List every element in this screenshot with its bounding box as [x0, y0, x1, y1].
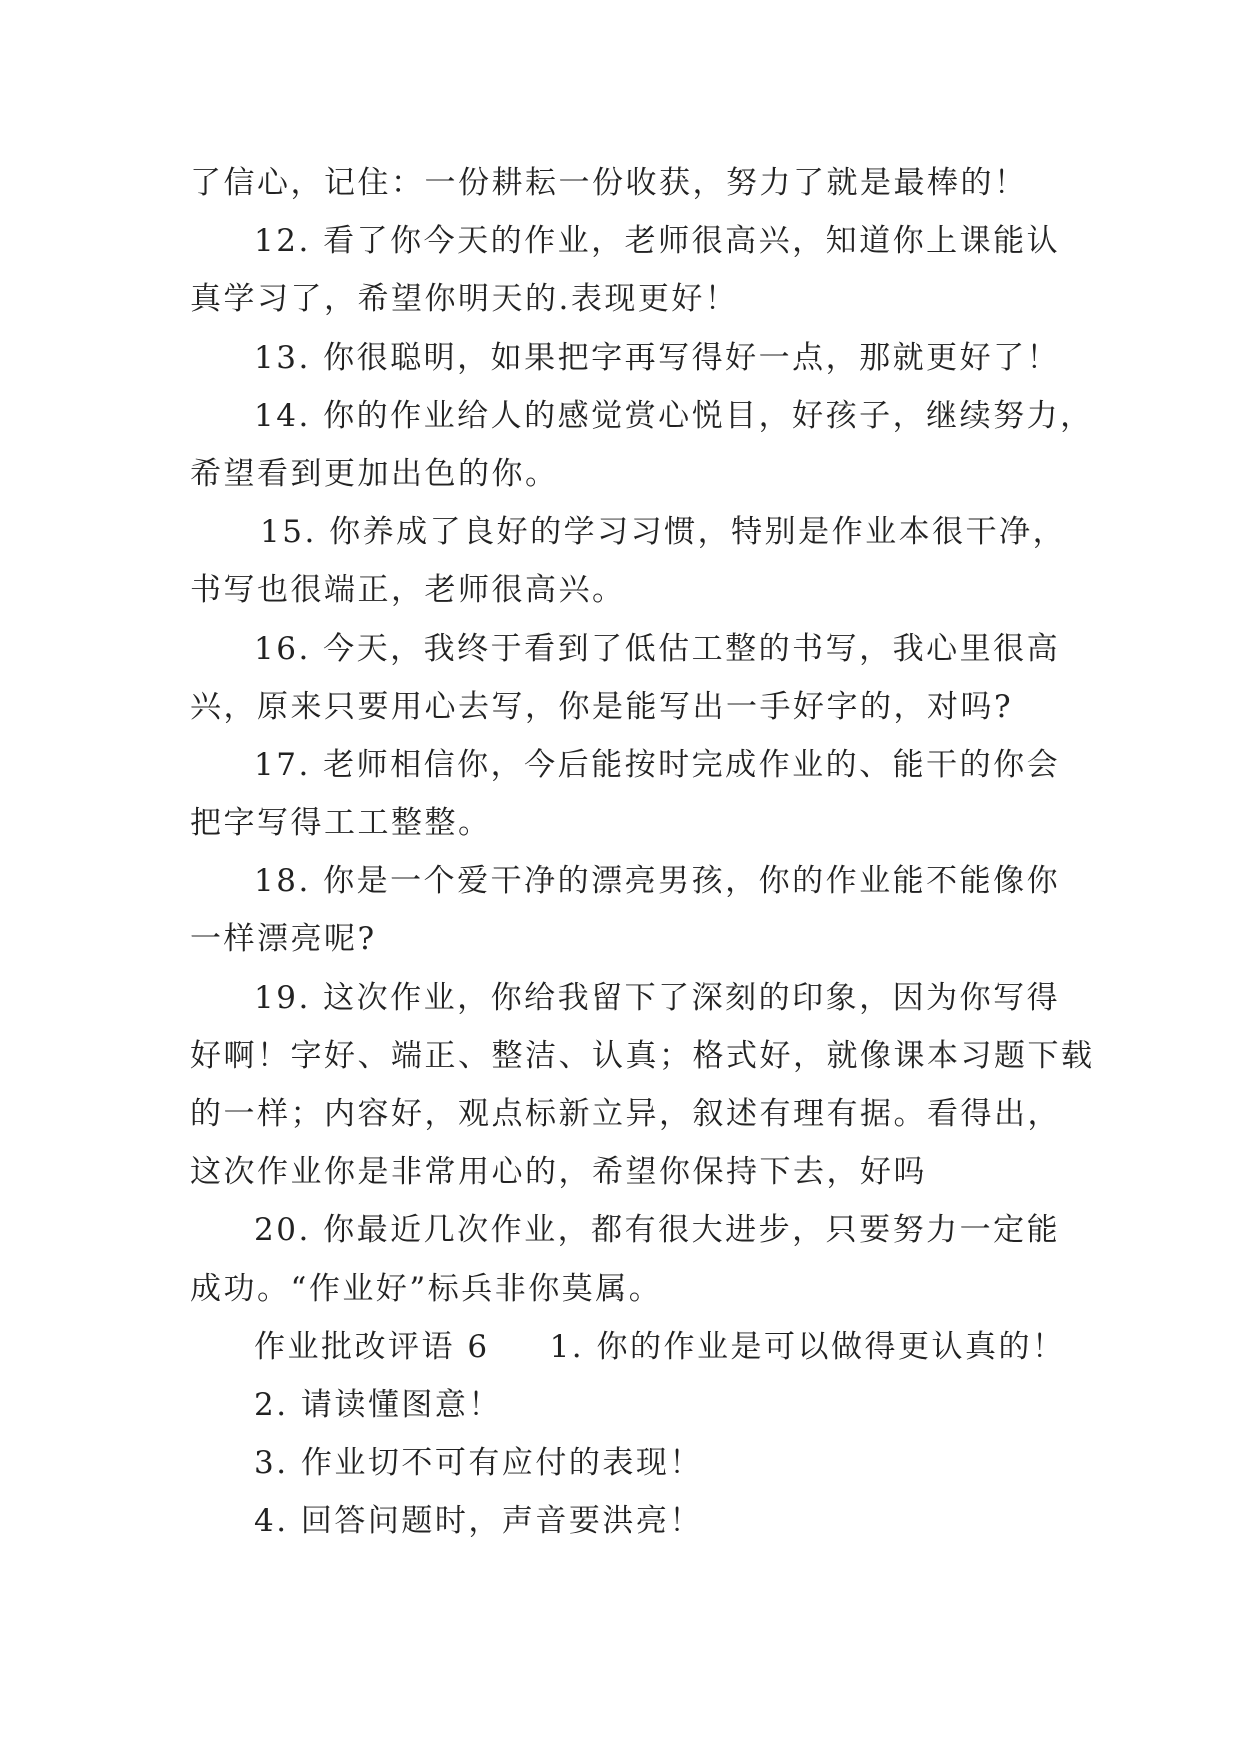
paragraph-line: 真学习了，希望你明天的.表现更好！ — [190, 281, 739, 318]
paragraph-line: 一样漂亮呢? — [190, 921, 377, 958]
paragraph-line: 兴，原来只要用心去写，你是能写出一手好字的，对吗? — [190, 688, 1014, 725]
paragraph-line: 的一样；内容好，观点标新立异，叙述有理有据。看得出， — [190, 1096, 1061, 1132]
paragraph-line: 好啊！字好、端正、整洁、认真；格式好，就像课本习题下载 — [190, 1037, 1095, 1074]
section-heading-line — [190, 1318, 1090, 1376]
paragraph-line: 了信心，记住：一份耕耘一份收获，努力了就是最棒的！ — [190, 165, 1028, 201]
paragraph-line: 把字写得工工整整。 — [190, 805, 492, 842]
paragraph-line: 12. 看了你今天的作业，老师很高兴，知道你上课能认 — [254, 223, 1061, 260]
paragraph-line: 成功。“作业好”标兵非你莫属。 — [190, 1270, 663, 1307]
document-body — [190, 154, 1095, 1551]
section-first-item: 1. 你的作业是可以做得更认真的！ — [549, 1328, 1066, 1365]
paragraph-line: 书写也很端正，老师很高兴。 — [190, 572, 626, 609]
list-item: 3. 作业切不可有应付的表现！ — [254, 1445, 703, 1482]
list-item: 2. 请读懂图意！ — [254, 1386, 502, 1423]
paragraph-line: 17. 老师相信你，今后能按时完成作业的、能干的你会 — [254, 746, 1061, 783]
paragraph-line: 18. 你是一个爱干净的漂亮男孩，你的作业能不能像你 — [254, 863, 1061, 900]
paragraph-line: 希望看到更加出色的你。 — [190, 455, 559, 492]
list-item: 4. 回答问题时，声音要洪亮！ — [254, 1503, 703, 1540]
paragraph-line: 14. 你的作业给人的感觉赏心悦目，好孩子，继续努力， — [254, 397, 1094, 434]
paragraph-line: 15. 你养成了良好的学习习惯，特别是作业本很干净， — [260, 514, 1067, 551]
paragraph-line: 13. 你很聪明，如果把字再写得好一点，那就更好了！ — [254, 339, 1061, 376]
paragraph-line: 16. 今天，我终于看到了低估工整的书写，我心里很高 — [254, 630, 1061, 667]
paragraph-line: 19. 这次作业，你给我留下了深刻的印象，因为你写得 — [254, 979, 1061, 1016]
section-heading: 作业批改评语 6 — [254, 1328, 490, 1365]
paragraph-line: 这次作业你是非常用心的，希望你保持下去，好吗 — [190, 1154, 927, 1191]
paragraph-line: 20. 你最近几次作业，都有很大进步，只要努力一定能 — [254, 1212, 1061, 1249]
